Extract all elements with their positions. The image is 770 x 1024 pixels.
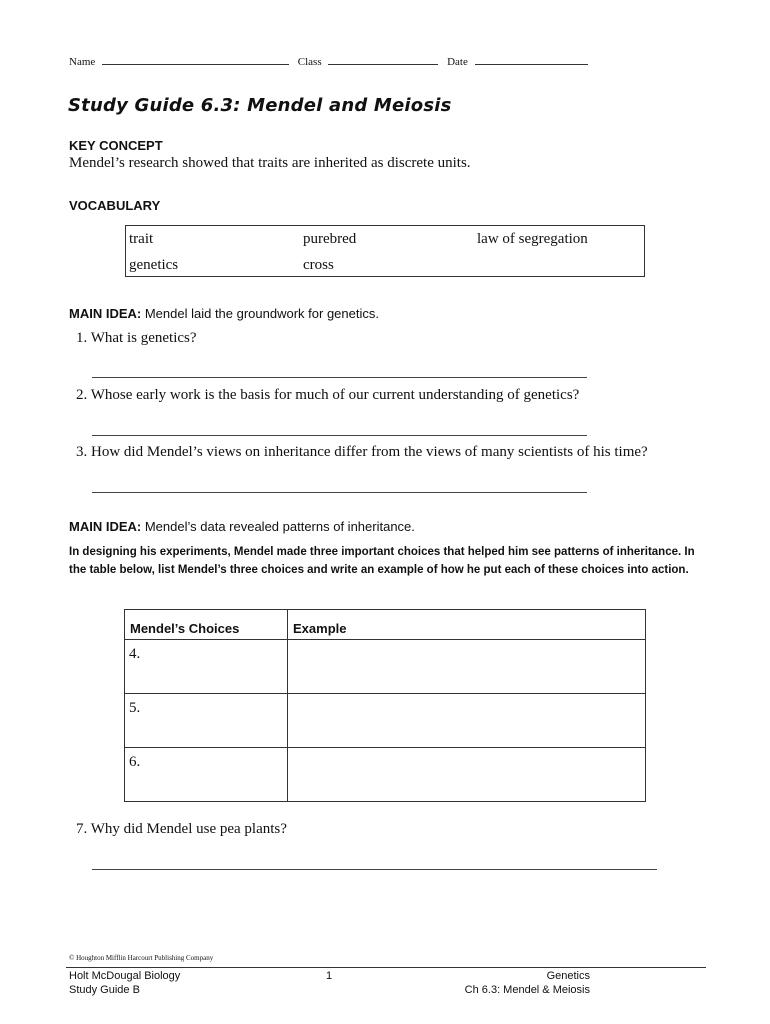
answer-line-7[interactable] <box>92 869 657 870</box>
column-header-choices: Mendel’s Choices <box>125 610 288 640</box>
copyright-notice: © Houghton Mifflin Harcourt Publishing Company <box>69 954 214 962</box>
vocab-word: cross <box>303 257 334 273</box>
name-field[interactable] <box>102 64 289 65</box>
footer-guide: Study Guide B <box>69 984 140 996</box>
example-cell[interactable] <box>288 640 646 694</box>
name-label: Name <box>69 56 96 68</box>
main-idea-text: Mendel’s data revealed patterns of inheritance. <box>144 519 415 534</box>
key-concept-heading: KEY CONCEPT <box>69 138 163 153</box>
table-row <box>125 640 646 694</box>
row-number: 4. <box>129 646 141 662</box>
footer-course: Holt McDougal Biology <box>69 970 181 982</box>
footer-divider <box>66 967 706 968</box>
choice-cell[interactable] <box>125 748 288 802</box>
main-idea-label: MAIN IDEA: <box>69 519 142 534</box>
question-3: 3. How did Mendel’s views on inheritance differ from the views of many scientists of his time? <box>76 444 648 460</box>
page-title: Study Guide 6.3: Mendel and Meiosis <box>68 95 452 116</box>
row-number: 6. <box>129 754 141 770</box>
table-row <box>125 748 646 802</box>
question-7: 7. Why did Mendel use pea plants? <box>76 821 287 837</box>
column-header-example: Example <box>288 610 646 640</box>
vocab-word: law of segregation <box>477 231 588 247</box>
mendel-choices-table <box>124 609 646 802</box>
table-header-row <box>125 610 646 640</box>
vocabulary-box <box>125 225 645 277</box>
main-idea-1 <box>69 306 379 321</box>
choice-cell[interactable] <box>125 694 288 748</box>
vocabulary-heading: VOCABULARY <box>69 198 161 213</box>
class-field[interactable] <box>328 64 438 65</box>
class-label: Class <box>297 56 322 68</box>
answer-line-1[interactable] <box>92 377 587 378</box>
date-label: Date <box>447 56 468 68</box>
main-idea-text: Mendel laid the groundwork for genetics. <box>144 306 379 321</box>
vocab-word: purebred <box>303 231 357 247</box>
answer-line-3[interactable] <box>92 492 587 493</box>
footer-chapter-title: Genetics <box>546 970 590 982</box>
table-instructions: In designing his experiments, Mendel made three important choices that helped him see patterns of inheritance. In the table below, list Mendel’s three choices and write an example of how he put each of these choices into action. <box>69 546 695 576</box>
question-2: 2. Whose early work is the basis for much of our current understanding of genetics? <box>76 387 580 403</box>
key-concept-text: Mendel’s research showed that traits are inherited as discrete units. <box>69 155 471 171</box>
answer-line-2[interactable] <box>92 435 587 436</box>
question-1: 1. What is genetics? <box>76 330 197 346</box>
page-number: 1 <box>326 970 333 982</box>
vocab-word: genetics <box>129 257 179 273</box>
example-cell[interactable] <box>288 694 646 748</box>
footer-section: Ch 6.3: Mendel & Meiosis <box>464 984 590 996</box>
date-field[interactable] <box>475 64 588 65</box>
choice-cell[interactable] <box>125 640 288 694</box>
main-idea-label: MAIN IDEA: <box>69 306 142 321</box>
vocab-word: trait <box>129 231 154 247</box>
table-row <box>125 694 646 748</box>
main-idea-2 <box>69 519 415 534</box>
row-number: 5. <box>129 700 141 716</box>
example-cell[interactable] <box>288 748 646 802</box>
student-info-line <box>69 56 588 68</box>
